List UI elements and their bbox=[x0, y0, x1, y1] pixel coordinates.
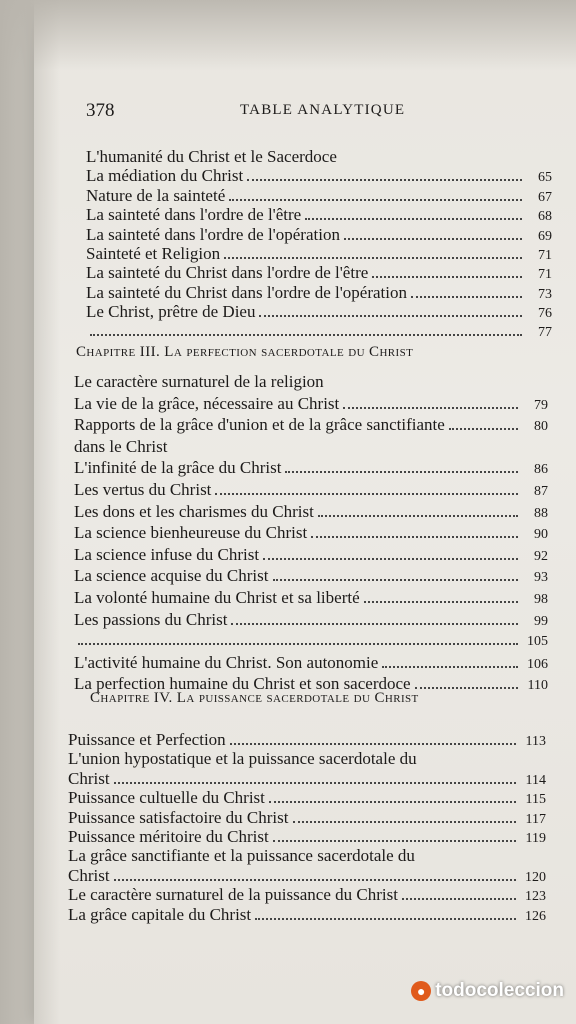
dot-leader bbox=[255, 906, 516, 920]
toc-entry-title: Les vertus du Christ bbox=[74, 480, 212, 499]
toc-entry bbox=[74, 523, 548, 545]
toc-entry-title: Puissance cultuelle du Christ bbox=[68, 788, 265, 808]
toc-entry-title: Sainteté et Religion bbox=[86, 244, 221, 263]
chapter-3-heading: Chapitre III. La perfection sacerdotale du Christ bbox=[76, 344, 414, 360]
page-header bbox=[86, 100, 556, 126]
toc-entry-title: La sainteté du Christ dans l'ordre de l'être bbox=[86, 263, 369, 283]
toc-entry bbox=[74, 610, 548, 632]
toc-entry-page: 90 bbox=[534, 527, 548, 543]
toc-entry bbox=[68, 749, 546, 769]
dot-leader bbox=[90, 322, 522, 336]
toc-entry bbox=[74, 653, 548, 675]
dot-leader bbox=[215, 481, 518, 495]
dot-leader bbox=[224, 245, 522, 259]
toc-entry-title: Le Christ, prêtre de Dieu bbox=[86, 302, 256, 322]
dot-leader bbox=[305, 206, 522, 220]
dot-leader bbox=[421, 752, 516, 764]
toc-entry-page: 71 bbox=[538, 248, 552, 263]
dot-leader bbox=[273, 828, 516, 842]
toc-entry-page: 92 bbox=[534, 548, 548, 564]
dot-leader bbox=[372, 264, 522, 278]
toc-entry bbox=[74, 545, 548, 567]
toc-entry-title: Les passions du Christ bbox=[74, 609, 228, 629]
dot-leader bbox=[114, 770, 516, 784]
watermark-logo-icon: ● bbox=[411, 981, 431, 1001]
toc-entry-title: La grâce capitale du Christ bbox=[68, 904, 252, 924]
toc-entry bbox=[74, 502, 548, 524]
toc-entry-page: 113 bbox=[525, 734, 546, 749]
toc-entry-title: La science infuse du Christ bbox=[74, 544, 260, 564]
toc-entry-title: La volonté humaine du Christ et sa liberté bbox=[74, 588, 360, 607]
dot-leader bbox=[229, 187, 522, 201]
watermark-label: todocoleccion bbox=[435, 980, 564, 1001]
dot-leader bbox=[78, 631, 518, 645]
toc-entry-page: 93 bbox=[534, 570, 548, 586]
toc-entry-title: L'infinité de la grâce du Christ bbox=[74, 458, 282, 478]
dot-leader bbox=[269, 789, 516, 803]
toc-entry-page: 77 bbox=[538, 324, 552, 340]
dot-leader bbox=[172, 440, 519, 452]
dot-leader bbox=[230, 731, 516, 745]
toc-entry bbox=[68, 905, 546, 927]
toc-entry-title: Puissance satisfactoire du Christ bbox=[68, 807, 289, 827]
toc-entry-title: La perfection humaine du Christ et son sacerdoce bbox=[74, 674, 411, 694]
toc-entry-page: 87 bbox=[534, 484, 548, 499]
dot-leader bbox=[341, 150, 522, 162]
dot-leader bbox=[364, 589, 518, 603]
toc-entry-page: 120 bbox=[525, 869, 546, 885]
toc-entry-title: Christ bbox=[68, 865, 110, 885]
toc-entry-page: 126 bbox=[525, 908, 546, 924]
toc-entry bbox=[74, 480, 548, 502]
dot-leader bbox=[318, 503, 518, 517]
toc-entry-page: 86 bbox=[534, 462, 548, 478]
toc-entry-title: Puissance méritoire du Christ bbox=[68, 827, 269, 846]
dot-leader bbox=[273, 567, 519, 581]
toc-entry bbox=[68, 846, 546, 866]
dot-leader bbox=[259, 303, 522, 317]
toc-entry-title: L'union hypostatique et la puissance sacerdotale du bbox=[68, 749, 417, 769]
toc-entry-title: dans le Christ bbox=[74, 436, 168, 456]
toc-entry-page: 110 bbox=[527, 678, 548, 694]
toc-entry-page: 99 bbox=[534, 613, 548, 629]
toc-entry-page: 76 bbox=[538, 306, 552, 322]
chapter-4-heading: Chapitre IV. La puissance sacerdotale du Christ bbox=[90, 690, 419, 706]
dot-leader bbox=[411, 284, 522, 298]
toc-entry bbox=[74, 415, 548, 437]
toc-entry-title: Puissance et Perfection bbox=[68, 730, 226, 749]
dot-leader bbox=[449, 416, 518, 430]
toc-entry-page: 73 bbox=[538, 286, 552, 302]
dot-leader bbox=[419, 849, 516, 861]
toc-entry-page: 71 bbox=[538, 267, 552, 283]
toc-entry-title: La sainteté du Christ dans l'ordre de l'opération bbox=[86, 282, 408, 302]
toc-entry-title: La sainteté dans l'ordre de l'opération bbox=[86, 224, 340, 244]
toc-entry bbox=[86, 147, 552, 167]
toc-entry-page: 79 bbox=[534, 397, 548, 413]
toc-entry-title: Le caractère surnaturel de la puissance du Christ bbox=[68, 885, 398, 905]
dot-leader bbox=[247, 167, 522, 181]
toc-entry-title: La médiation du Christ bbox=[86, 166, 244, 186]
toc-entry-page: 65 bbox=[538, 170, 552, 186]
page-number: 378 bbox=[86, 100, 115, 121]
toc-entry-title: La science acquise du Christ bbox=[74, 566, 269, 586]
toc-entry-page: 106 bbox=[527, 656, 548, 672]
dot-leader bbox=[382, 654, 518, 668]
toc-entry-page: 67 bbox=[538, 189, 552, 205]
toc-entry-title: La vie de la grâce, nécessaire au Christ bbox=[74, 393, 340, 413]
page-shadow-left bbox=[0, 0, 60, 1024]
toc-entry-title: Nature de la sainteté bbox=[86, 185, 226, 205]
toc-entry bbox=[74, 566, 548, 588]
toc-entry-page: 68 bbox=[538, 209, 552, 225]
toc-entry bbox=[74, 394, 548, 416]
dot-leader bbox=[415, 675, 518, 689]
toc-entry bbox=[74, 588, 548, 610]
watermark bbox=[411, 980, 564, 1002]
dot-leader bbox=[311, 524, 518, 538]
toc-entry-title: La sainteté dans l'ordre de l'être bbox=[86, 205, 302, 225]
toc-entry bbox=[74, 372, 548, 392]
toc-entry-page: 114 bbox=[525, 772, 546, 788]
toc-entry bbox=[74, 437, 548, 457]
toc-entry-page: 119 bbox=[525, 831, 546, 846]
toc-entry-title: La science bienheureuse du Christ bbox=[74, 523, 308, 543]
toc-entry-page: 98 bbox=[534, 592, 548, 607]
dot-leader bbox=[402, 886, 516, 900]
toc-entry bbox=[86, 322, 552, 343]
toc-entry-title: Les dons et les charismes du Christ bbox=[74, 501, 314, 521]
dot-leader bbox=[344, 226, 522, 240]
page-shadow-top bbox=[0, 0, 576, 70]
toc-entry-page: 80 bbox=[534, 419, 548, 435]
toc-entry-title: L'humanité du Christ et le Sacerdoce bbox=[86, 147, 337, 166]
toc-entry-page: 69 bbox=[538, 228, 552, 244]
dot-leader bbox=[343, 395, 518, 409]
toc-entry-page: 115 bbox=[525, 792, 546, 808]
dot-leader bbox=[328, 375, 518, 387]
toc-entry-page: 105 bbox=[527, 634, 548, 650]
toc-entry bbox=[74, 631, 548, 652]
toc-entry-title: Christ bbox=[68, 768, 110, 788]
toc-entry-page: 88 bbox=[534, 505, 548, 521]
toc-entry-page: 117 bbox=[525, 811, 546, 827]
toc-entry-page: 123 bbox=[525, 889, 546, 905]
toc-entry-title: La grâce sanctifiante et la puissance sacerdotale du bbox=[68, 846, 415, 866]
dot-leader bbox=[114, 867, 516, 881]
toc-entry-title: L'activité humaine du Christ. Son autonomie bbox=[74, 652, 379, 672]
dot-leader bbox=[285, 459, 518, 473]
dot-leader bbox=[231, 611, 518, 625]
toc-entry-title: Le caractère surnaturel de la religion bbox=[74, 372, 324, 391]
running-title: TABLE ANALYTIQUE bbox=[240, 102, 406, 118]
toc-entry bbox=[74, 458, 548, 480]
toc-entry-title: Rapports de la grâce d'union et de la grâce sanctifiante bbox=[74, 415, 445, 435]
dot-leader bbox=[293, 809, 517, 823]
dot-leader bbox=[263, 546, 518, 560]
